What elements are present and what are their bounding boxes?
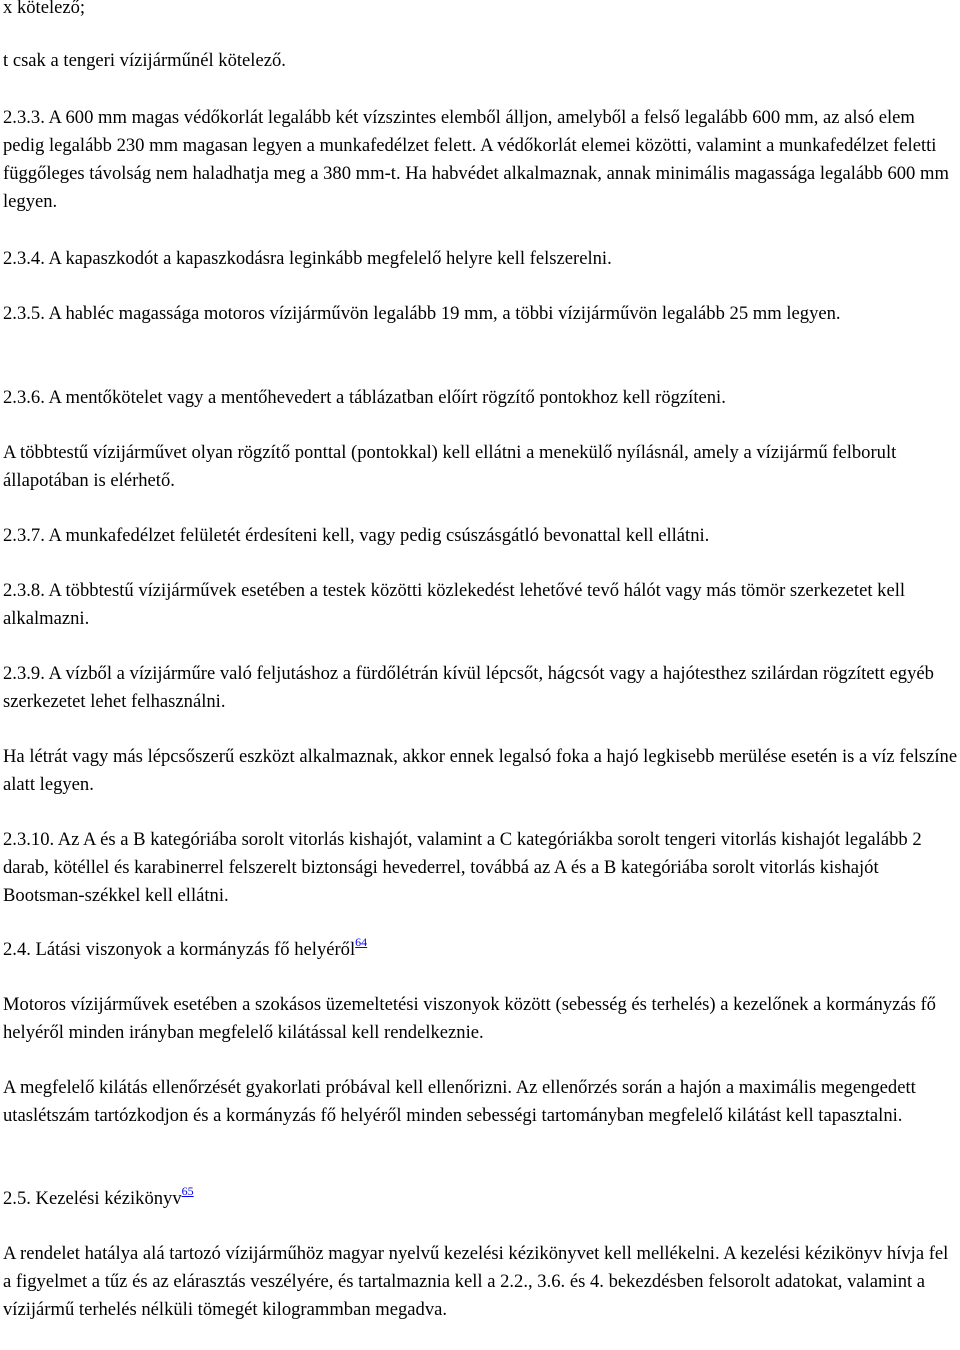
paragraph-2-3-6: 2.3.6. A mentőkötelet vagy a mentőhevedert a táblázatban előírt rögzítő pontokhoz kell rögzíteni. [3,387,726,408]
paragraph-2-3-4: 2.3.4. A kapaszkodót a kapaszkodásra leginkább megfelelő helyre kell felszerelni. [3,248,612,269]
footnote-link-65[interactable]: 65 [181,1184,194,1198]
paragraph-2-3-5: 2.3.5. A habléc magassága motoros vízijárművön legalább 19 mm, a többi vízijárművön legalább 25 mm legyen. [3,303,841,324]
paragraph-2-3-10: 2.3.10. Az A és a B kategóriába sorolt vitorlás kishajót, valamint a C kategóriákba sorolt tengeri vitorlás kishajót legalább 2 darab, kötéllel és karabinerrel felszerelt biztonsági hevederrel, továbbá az A és a B kategóriába sorolt vitorlás kishajót Bootsman-székkel kell ellátni. [3,829,922,906]
section-heading-2-5-text: 2.5. Kezelési kézikönyv [3,1188,182,1209]
section-heading-2-5 [3,1185,958,1213]
paragraph-tobbtestu: A többtestű vízijárművet olyan rögzítő ponttal (pontokkal) kell ellátni a menekülő nyílásnál, amely a vízijármű felborult állapotában is elérhető. [3,442,897,491]
paragraph-letra: Ha létrát vagy más lépcsőszerű eszközt alkalmaznak, akkor ennek legalsó foka a hajó legkisebb merülése esetén is a víz felszíne alatt legyen. [3,746,958,795]
paragraph-2-3-9: 2.3.9. A vízből a vízijárműre való feljutáshoz a fürdőlétrán kívül lépcsőt, hágcsót vagy a hajótesthez szilárdan rögzített egyéb szerkezetet lehet felhasználni. [3,663,934,712]
paragraph-tengeri: t csak a tengeri vízijárműnél kötelező. [3,50,286,71]
paragraph-2-3-8: 2.3.8. A többtestű vízijárművek esetében a testek közötti közlekedést lehetővé tevő hálót vagy más tömör szerkezetet kell alkalmazni. [3,580,906,629]
footnote-link-64[interactable]: 64 [355,935,368,949]
paragraph-kilatas: A megfelelő kilátás ellenőrzését gyakorlati próbával kell ellenőrizni. Az ellenőrzés során a hajón a maximális megengedett utaslétszám tartózkodjon és a kormányzás fő helyéről minden sebességi tartományban megfelelő kilátást kell tapasztalni. [3,1077,916,1126]
paragraph-cut-top: x kötelező; [3,0,86,18]
section-heading-2-4-text: 2.4. Látási viszonyok a kormányzás fő helyéről [3,939,356,960]
paragraph-motoros: Motoros vízijárművek esetében a szokásos üzemeltetési viszonyok között (sebesség és terhelés) a kezelőnek a kormányzás fő helyéről minden irányban megfelelő kilátással kell rendelkeznie. [3,994,936,1043]
paragraph-2-3-7: 2.3.7. A munkafedélzet felületét érdesíteni kell, vagy pedig csúszásgátló bevonattal kell ellátni. [3,525,710,546]
section-heading-2-4 [3,936,958,964]
paragraph-2-3-3: 2.3.3. A 600 mm magas védőkorlát legalább két vízszintes elemből álljon, amelyből a felső legalább 600 mm, az alsó elem pedig legalább 230 mm magasan legyen a munkafedélzet felett. A védőkorlát elemei közötti, valamint a munkafedélzet feletti függőleges távolság nem haladhatja meg a 380 mm-t. Ha habvédet alkalmaznak, annak minimális magassága legalább 600 mm legyen. [3,107,949,212]
paragraph-kezelesi-kezikonyv: A rendelet hatálya alá tartozó vízijárműhöz magyar nyelvű kezelési kézikönyvet kell mellékelni. A kezelési kézikönyv hívja fel a figyelmet a tűz és az elárasztás veszélyére, és tartalmaznia kell a 2.2., 3.6. és 4. bekezdésben felsorolt adatokat, valamint a vízijármű terhelés nélküli tömegét kilogrammban megadva. [3,1243,949,1320]
